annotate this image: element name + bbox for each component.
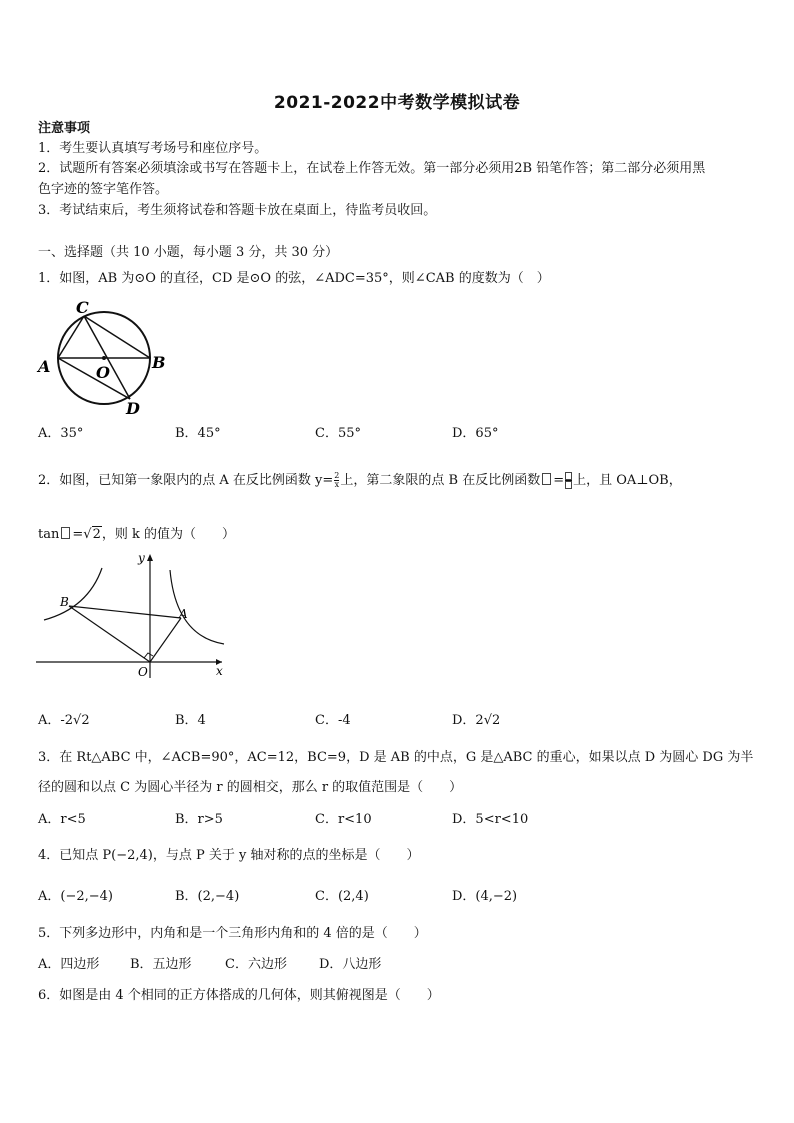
q2-frac1-num: 2 — [334, 471, 340, 480]
q1-label-a: A — [38, 357, 51, 376]
q4-option-b[interactable]: B．(2,−4) — [175, 889, 240, 904]
q2-right-angle-mark — [144, 653, 153, 658]
q1-options — [38, 425, 758, 443]
q2-option-b[interactable]: B．4 — [175, 713, 206, 728]
q2-stem-part4: 上，且 OA⊥OB， — [573, 473, 682, 488]
q4-option-a[interactable]: A．(−2,−4) — [38, 889, 113, 904]
q2-label-x: x — [216, 664, 223, 678]
q2-line2-part2: = — [72, 527, 84, 542]
q2-option-a[interactable]: A．-2√2 — [38, 713, 90, 728]
q2-segment-ob — [69, 606, 150, 662]
q5-stem: 5．下列多边形中，内角和是一个三角形内角和的 4 倍的是（ ） — [38, 926, 427, 941]
q3-stem-line2: 径的圆和以点 C 为圆心半径为 r 的圆相交，那么 r 的取值范围是（ ） — [38, 780, 463, 795]
q2-options — [38, 712, 758, 730]
q2-label-o: O — [138, 665, 148, 679]
q2-stem — [38, 472, 682, 490]
q2-sqrt: √2 — [83, 527, 101, 542]
q2-segment-ab — [69, 606, 181, 618]
q2-option-c[interactable]: C．-4 — [315, 713, 351, 728]
notice-heading: 注意事项 — [38, 121, 91, 136]
q2-stem-line2 — [38, 526, 235, 544]
q1-label-d: D — [126, 399, 140, 418]
q2-missing-glyph-icon — [542, 473, 551, 485]
q6-stem: 6．如图是由 4 个相同的正方体搭成的几何体，则其俯视图是（ ） — [38, 988, 440, 1003]
q2-stem-part1: 2．如图，已知第一象限内的点 A 在反比例函数 y= — [38, 473, 334, 488]
q2-frac1-den: x — [334, 480, 340, 489]
q1-option-a[interactable]: A．35° — [38, 426, 84, 441]
exam-title: 2021-2022中考数学模拟试卷 — [273, 93, 521, 113]
q5-option-a[interactable]: A．四边形 — [38, 957, 100, 972]
q1-label-b: B — [152, 353, 166, 372]
q1-option-b[interactable]: B．45° — [175, 426, 221, 441]
q4-stem: 4．已知点 P(−2,4)，与点 P 关于 y 轴对称的点的坐标是（ ） — [38, 848, 420, 863]
q2-graph-figure — [36, 548, 236, 680]
q2-line2-part1: tan — [38, 527, 60, 542]
q5-option-b[interactable]: B．五边形 — [130, 957, 192, 972]
q3-option-d[interactable]: D．5<r<10 — [452, 812, 529, 827]
q3-stem-line1: 3．在 Rt△ABC 中，∠ACB=90°，AC=12，BC=9，D 是 AB 的中点，G 是△ABC 的重心，如果以点 D 为圆心 DG 为半 — [38, 750, 754, 765]
q1-segment-cb — [84, 316, 150, 358]
q3-option-a[interactable]: A．r<5 — [38, 812, 86, 827]
q2-missing-glyph-icon — [61, 527, 70, 539]
q5-options — [38, 956, 758, 974]
q1-stem: 1．如图，AB 为⊙O 的直径，CD 是⊙O 的弦，∠ADC=35°，则∠CAB 的度数为（ ） — [38, 271, 550, 286]
q5-option-c[interactable]: C．六边形 — [225, 957, 287, 972]
notice-item-2-cont: 色字迹的签字笔作答。 — [38, 182, 169, 197]
q1-label-o: O — [96, 363, 110, 382]
q2-label-b: B — [60, 595, 69, 609]
notice-item-2: 2．试题所有答案必须填涂或书写在答题卡上，在试卷上作答无效。第一部分必须用2B 铅笔作答；第二部分必须用黑 — [38, 161, 706, 176]
q1-segment-ac — [58, 316, 84, 358]
q2-missing-glyph-icon — [565, 481, 572, 489]
q4-option-c[interactable]: C．(2,4) — [315, 889, 369, 904]
q2-missing-glyph-icon — [565, 472, 572, 480]
notice-item-1: 1．考生要认真填写考场号和座位序号。 — [38, 141, 268, 156]
q2-stem-part3: = — [553, 473, 565, 488]
q3-option-b[interactable]: B．r>5 — [175, 812, 223, 827]
q1-circle-figure — [34, 296, 174, 418]
q1-label-c: C — [76, 298, 89, 317]
q5-option-d[interactable]: D．八边形 — [319, 957, 382, 972]
q2-label-a: A — [179, 607, 188, 621]
q2-label-y: y — [138, 551, 145, 565]
q1-option-d[interactable]: D．65° — [452, 426, 499, 441]
q2-y-axis-arrow — [147, 554, 153, 561]
q4-options — [38, 888, 758, 906]
section-heading: 一、选择题（共 10 小题，每小题 3 分，共 30 分） — [38, 245, 339, 260]
q2-fraction-1 — [334, 472, 339, 489]
q1-option-c[interactable]: C．55° — [315, 426, 361, 441]
q2-sqrt-radicand: 2 — [92, 527, 101, 542]
q2-fraction-2 — [565, 472, 572, 489]
q2-segment-oa — [150, 618, 181, 662]
q3-option-c[interactable]: C．r<10 — [315, 812, 372, 827]
q3-options — [38, 811, 758, 829]
notice-item-3: 3．考试结束后，考生须将试卷和答题卡放在桌面上，待监考员收回。 — [38, 203, 437, 218]
q1-center-dot — [102, 356, 106, 360]
q4-option-d[interactable]: D．(4,−2) — [452, 889, 518, 904]
q2-line2-part3: ，则 k 的值为（ ） — [101, 527, 235, 542]
q2-stem-part2: 上，第二象限的点 B 在反比例函数 — [340, 473, 541, 488]
q2-option-d[interactable]: D．2√2 — [452, 713, 501, 728]
q2-curve-second-quadrant — [44, 568, 102, 620]
